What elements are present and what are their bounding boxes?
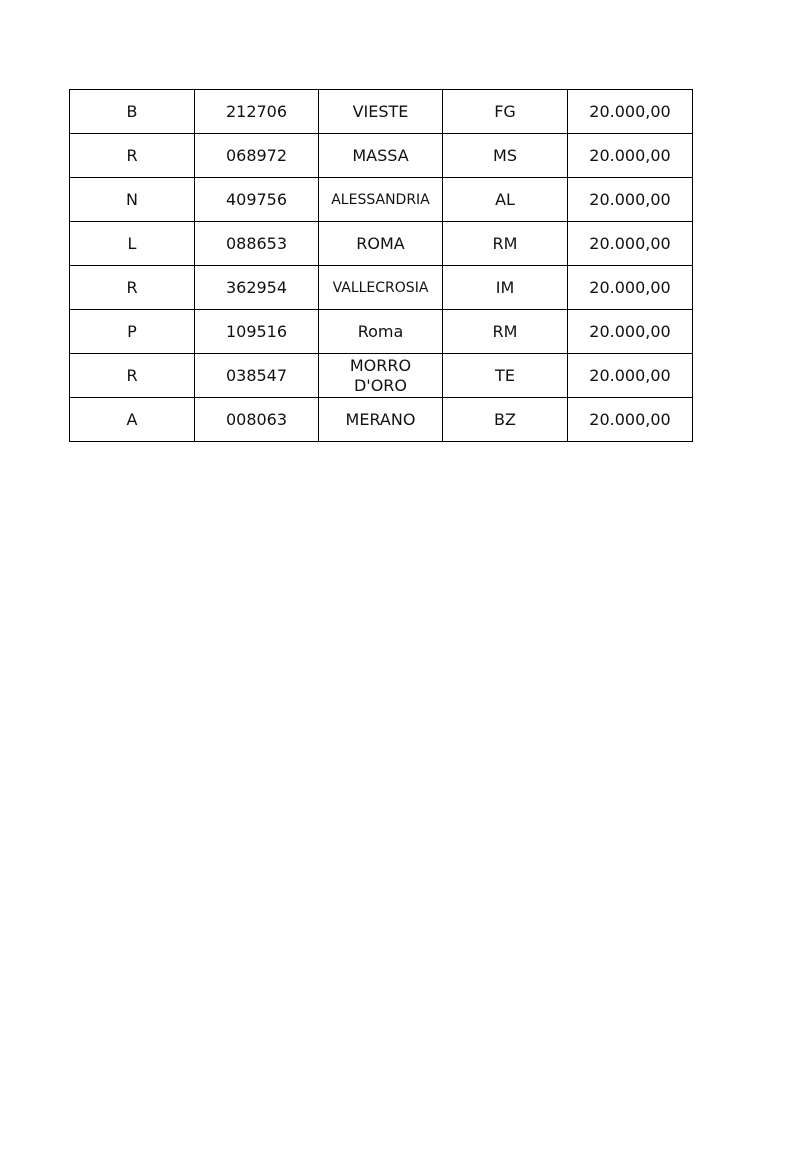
- letter-cell: A: [70, 398, 195, 442]
- amount-cell: 20.000,00: [568, 222, 693, 266]
- amount-cell: 20.000,00: [568, 90, 693, 134]
- code-cell: 362954: [195, 266, 319, 310]
- province-cell: RM: [443, 222, 568, 266]
- code-cell: 409756: [195, 178, 319, 222]
- table-row: [70, 178, 693, 222]
- city-cell: ALESSANDRIA: [319, 178, 443, 222]
- letter-cell: R: [70, 354, 195, 398]
- amount-cell: 20.000,00: [568, 178, 693, 222]
- letter-cell: B: [70, 90, 195, 134]
- table-row: [70, 354, 693, 398]
- table-row: [70, 222, 693, 266]
- code-cell: 008063: [195, 398, 319, 442]
- province-cell: FG: [443, 90, 568, 134]
- city-cell: ROMA: [319, 222, 443, 266]
- province-cell: RM: [443, 310, 568, 354]
- province-cell: TE: [443, 354, 568, 398]
- letter-cell: R: [70, 266, 195, 310]
- letter-cell: N: [70, 178, 195, 222]
- province-cell: AL: [443, 178, 568, 222]
- table-row: [70, 90, 693, 134]
- letter-cell: R: [70, 134, 195, 178]
- city-cell: VALLECROSIA: [319, 266, 443, 310]
- code-cell: 068972: [195, 134, 319, 178]
- code-cell: 212706: [195, 90, 319, 134]
- amount-cell: 20.000,00: [568, 134, 693, 178]
- province-cell: IM: [443, 266, 568, 310]
- amount-cell: 20.000,00: [568, 266, 693, 310]
- province-cell: BZ: [443, 398, 568, 442]
- table-row: [70, 266, 693, 310]
- city-cell: Roma: [319, 310, 443, 354]
- province-cell: MS: [443, 134, 568, 178]
- table-row: [70, 398, 693, 442]
- city-cell: VIESTE: [319, 90, 443, 134]
- data-table: [69, 89, 693, 442]
- city-cell: MORRO D'ORO: [319, 354, 443, 398]
- letter-cell: L: [70, 222, 195, 266]
- table-row: [70, 310, 693, 354]
- city-cell: MERANO: [319, 398, 443, 442]
- code-cell: 038547: [195, 354, 319, 398]
- code-cell: 109516: [195, 310, 319, 354]
- table-row: [70, 134, 693, 178]
- letter-cell: P: [70, 310, 195, 354]
- code-cell: 088653: [195, 222, 319, 266]
- amount-cell: 20.000,00: [568, 398, 693, 442]
- amount-cell: 20.000,00: [568, 310, 693, 354]
- amount-cell: 20.000,00: [568, 354, 693, 398]
- city-cell: MASSA: [319, 134, 443, 178]
